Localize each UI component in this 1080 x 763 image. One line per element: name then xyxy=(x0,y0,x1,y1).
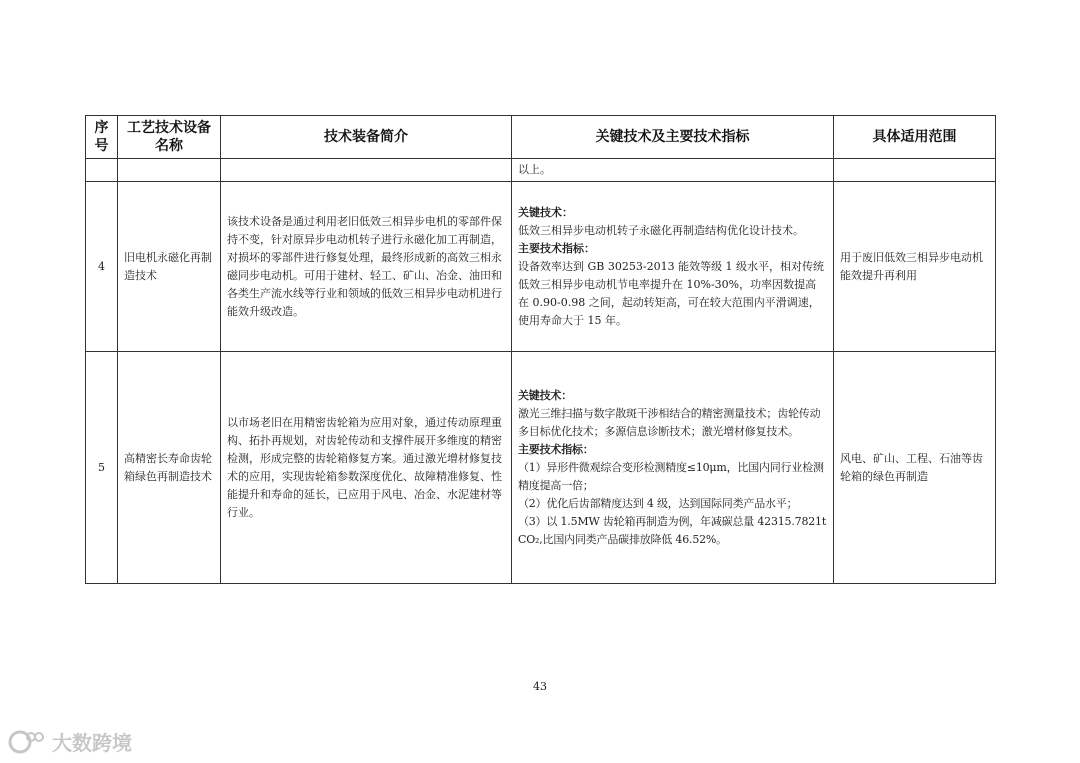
watermark-text: 大数跨境 xyxy=(52,731,132,755)
equipment-name: 旧电机永磁化再制造技术 xyxy=(118,182,221,352)
key-tech-text: 低效三相异步电动机转子永磁化再制造结构优化设计技术。 xyxy=(518,223,804,237)
applicable-scope: 风电、矿山、工程、石油等齿轮箱的绿色再制造 xyxy=(834,352,996,584)
table-row xyxy=(86,352,996,584)
header-applicable-scope: 具体适用范围 xyxy=(834,116,996,159)
table-header-row xyxy=(86,116,996,159)
indicators-label: 主要技术指标： xyxy=(518,241,595,255)
indicator-item: （3）以 1.5MW 齿轮箱再制造为例，年减碳总量 42315.7821tCO₂,比国内同类产品碳排放降低 46.52%。 xyxy=(518,514,827,546)
equipment-name: 高精密长寿命齿轮箱绿色再制造技术 xyxy=(118,352,221,584)
header-equipment-intro: 技术装备简介 xyxy=(221,116,512,159)
header-serial-number: 序号 xyxy=(86,116,118,159)
equipment-catalog-table xyxy=(85,115,996,584)
row-number: 5 xyxy=(86,352,118,584)
key-tech-text: 激光三维扫描与数字散斑干涉相结合的精密测量技术；齿轮传动多目标优化技术；多源信息诊断技术；激光增材修复技术。 xyxy=(518,406,821,438)
header-key-technology: 关键技术及主要技术指标 xyxy=(512,116,834,159)
equipment-intro: 以市场老旧在用精密齿轮箱为应用对象，通过传动原理重构、拓扑再规划，对齿轮传动和支撑件展开多维度的精密检测，形成完整的齿轮箱修复方案。通过激光增材修复技术的应用，实现齿轮箱参数深度优化、故障精准修复、性能提升和寿命的延长，已应用于风电、冶金、水泥建材等行业。 xyxy=(221,352,512,584)
table-row-continuation xyxy=(86,159,996,182)
indicator-text: 设备效率达到 GB 30253-2013 能效等级 1 级水平，相对传统低效三相异步电动机节电率提升在 10%-30%，功率因数提高在 0.90-0.98 之间，起动转矩高，可在较大范围内平滑调速，使用寿命大于 15 年。 xyxy=(518,259,825,327)
header-equipment-name: 工艺技术设备名称 xyxy=(118,116,221,159)
equipment-intro: 该技术设备是通过利用老旧低效三相异步电机的零部件保持不变，针对原异步电动机转子进行永磁化加工再制造，对损坏的零部件进行修复处理，最终形成新的高效三相永磁同步电动机。可用于建材、轻工、矿山、冶金、油田和各类生产流水线等行业和领域的低效三相异步电动机进行能效升级改造。 xyxy=(221,182,512,352)
indicator-item: （1）异形件微观综合变形检测精度≤10μm，比国内同行业检测精度提高一倍； xyxy=(518,460,824,492)
applicable-scope: 用于废旧低效三相异步电动机能效提升再利用 xyxy=(834,182,996,352)
key-technology-cell xyxy=(512,182,834,352)
dashuju-logo-icon xyxy=(8,729,48,755)
row-number: 4 xyxy=(86,182,118,352)
watermark xyxy=(8,727,132,756)
key-technology-cell xyxy=(512,352,834,584)
key-tech-label: 关键技术： xyxy=(518,205,573,219)
key-tech-label: 关键技术： xyxy=(518,388,572,402)
indicator-item: （2）优化后齿部精度达到 4 级，达到国际同类产品水平； xyxy=(518,496,798,510)
indicators-label: 主要技术指标： xyxy=(518,442,594,456)
continuation-text: 以上。 xyxy=(512,159,834,182)
page-number: 43 xyxy=(533,680,547,693)
table-row xyxy=(86,182,996,352)
